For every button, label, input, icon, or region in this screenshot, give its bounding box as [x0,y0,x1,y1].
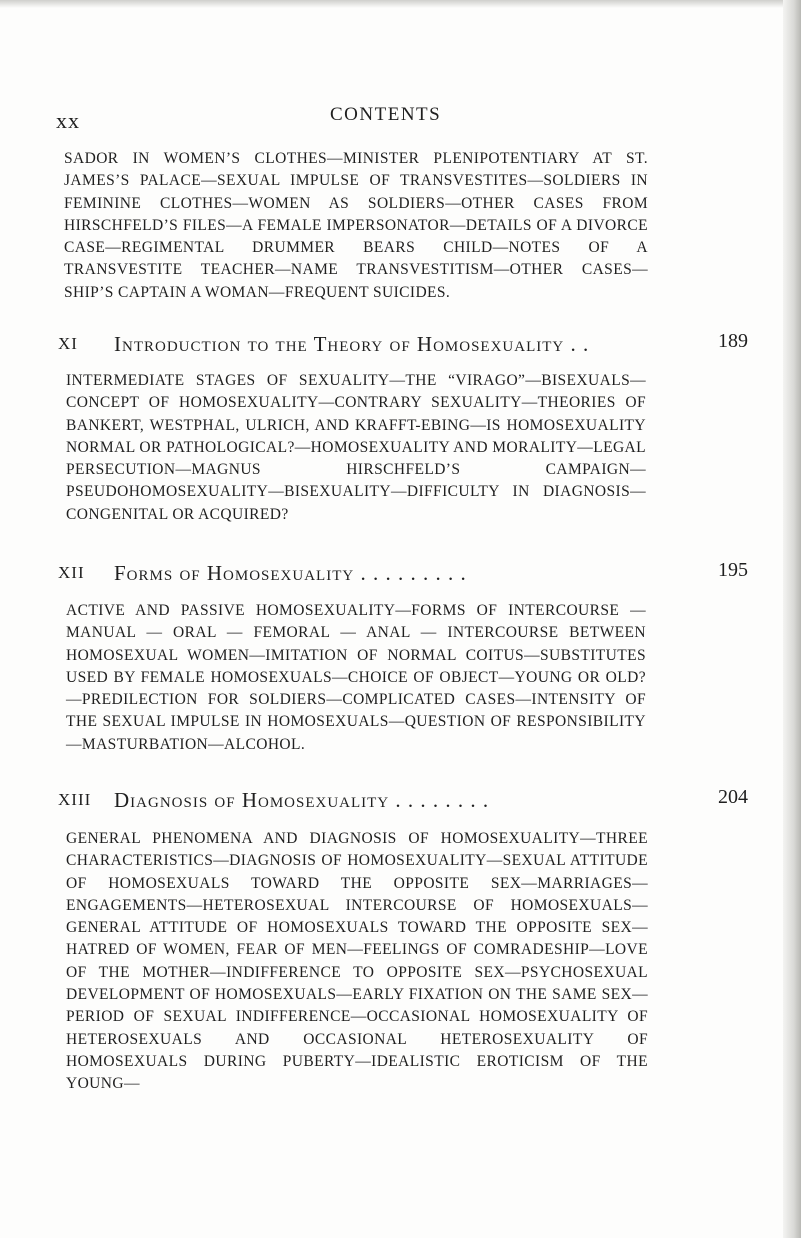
dot-leader: . . . . . . . . . [354,561,467,585]
dot-leader: . . . . . . . . [389,788,490,812]
chapter-number: XI [58,334,78,353]
chapter-heading-xiii [58,788,748,818]
chapter-page-number: 189 [718,330,748,352]
preceding-chapter-summary: SADOR IN WOMEN’S CLOTHES—MINISTER PLENIPOTENTIARY AT ST. JAMES’S PALACE—SEXUAL IMPULSE OF TRANSVESTITES—SOLDIERS IN FEMININE CLOTHES—WOMEN AS SOLDIERS—OTHER CASES FROM HIRSCHFELD’S FILES—A FEMALE IMPERSONATOR—DETAILS OF A DIVORCE CASE—REGIMENTAL DRUMMER BEARS CHILD—NOTES OF A TRANSVESTITE TEACHER—NAME TRANSVESTITISM—OTHER CASES—SHIP’S CAPTAIN A WOMAN—FREQUENT SUICIDES. [64,150,648,301]
page-binding-edge [783,0,801,1238]
chapter-title: Introduction to the Theory of Homosexuality [114,332,565,356]
running-title: CONTENTS [330,104,442,125]
chapter-heading-xii [58,561,748,591]
chapter-summary-xiii: GENERAL PHENOMENA AND DIAGNOSIS OF HOMOSEXUALITY—THREE CHARACTERISTICS—DIAGNOSIS OF HOMOSEXUALITY—SEXUAL ATTITUDE OF HOMOSEXUALS TOWARD THE OPPOSITE SEX—MARRIAGES—ENGAGEMENTS—HETEROSEXUAL INTERCOURSE OF HOMOSEXUALS—GENERAL ATTITUDE OF HOMOSEXUALS TOWARD THE OPPOSITE SEX—HATRED OF WOMEN, FEAR OF MEN—FEELINGS OF COMRADESHIP—LOVE OF THE MOTHER—INDIFFERENCE TO OPPOSITE SEX—PSYCHOSEXUAL DEVELOPMENT OF HOMOSEXUALS—EARLY FIXATION ON THE SAME SEX—PERIOD OF SEXUAL INDIFFERENCE—OCCASIONAL HOMOSEXUALITY OF HETEROSEXUALS AND OCCASIONAL HETEROSEXUALITY OF HOMOSEXUALS DURING PUBERTY—IDEALISTIC EROTICISM OF THE YOUNG— [66,830,648,1093]
chapter-page-number: 204 [718,786,748,808]
page-number: xx [56,108,80,133]
chapter-summary-xi: INTERMEDIATE STAGES OF SEXUALITY—THE “VIRAGO”—BISEXUALS—CONCEPT OF HOMOSEXUALITY—CONTRARY SEXUALITY—THEORIES OF BANKERT, WESTPHAL, ULRICH, AND KRAFFT-EBING—IS HOMOSEXUALITY NORMAL OR PATHOLOGICAL?—HOMOSEXUALITY AND MORALITY—LEGAL PERSECUTION—MAGNUS HIRSCHFELD’S CAMPAIGN—PSEUDOHOMOSEXUALITY—BISEXUALITY—DIFFICULTY IN DIAGNOSIS—CONGENITAL OR ACQUIRED? [66,372,646,523]
chapter-number: XIII [58,790,92,809]
chapter-number: XII [58,563,85,582]
dot-leader: . . [564,332,590,356]
chapter-summary-xii: ACTIVE AND PASSIVE HOMOSEXUALITY—FORMS OF INTERCOURSE — MANUAL — ORAL — FEMORAL — ANAL — INTERCOURSE BETWEEN HOMOSEXUAL WOMEN—IMITATION OF NORMAL COITUS—SUBSTITUTES USED BY FEMALE HOMOSEXUALS—CHOICE OF OBJECT—YOUNG OR OLD?—PREDILECTION FOR SOLDIERS—COMPLICATED CASES—INTENSITY OF THE SEXUAL IMPULSE IN HOMOSEXUALS—QUESTION OF RESPONSIBILITY—MASTURBATION—ALCOHOL. [66,602,646,753]
chapter-page-number: 195 [718,559,748,581]
chapter-heading-xi [58,332,748,362]
page-top-edge [0,0,801,8]
chapter-title: Forms of Homosexuality [114,561,355,585]
running-head [0,104,801,134]
chapter-title: Diagnosis of Homosexuality [114,788,390,812]
